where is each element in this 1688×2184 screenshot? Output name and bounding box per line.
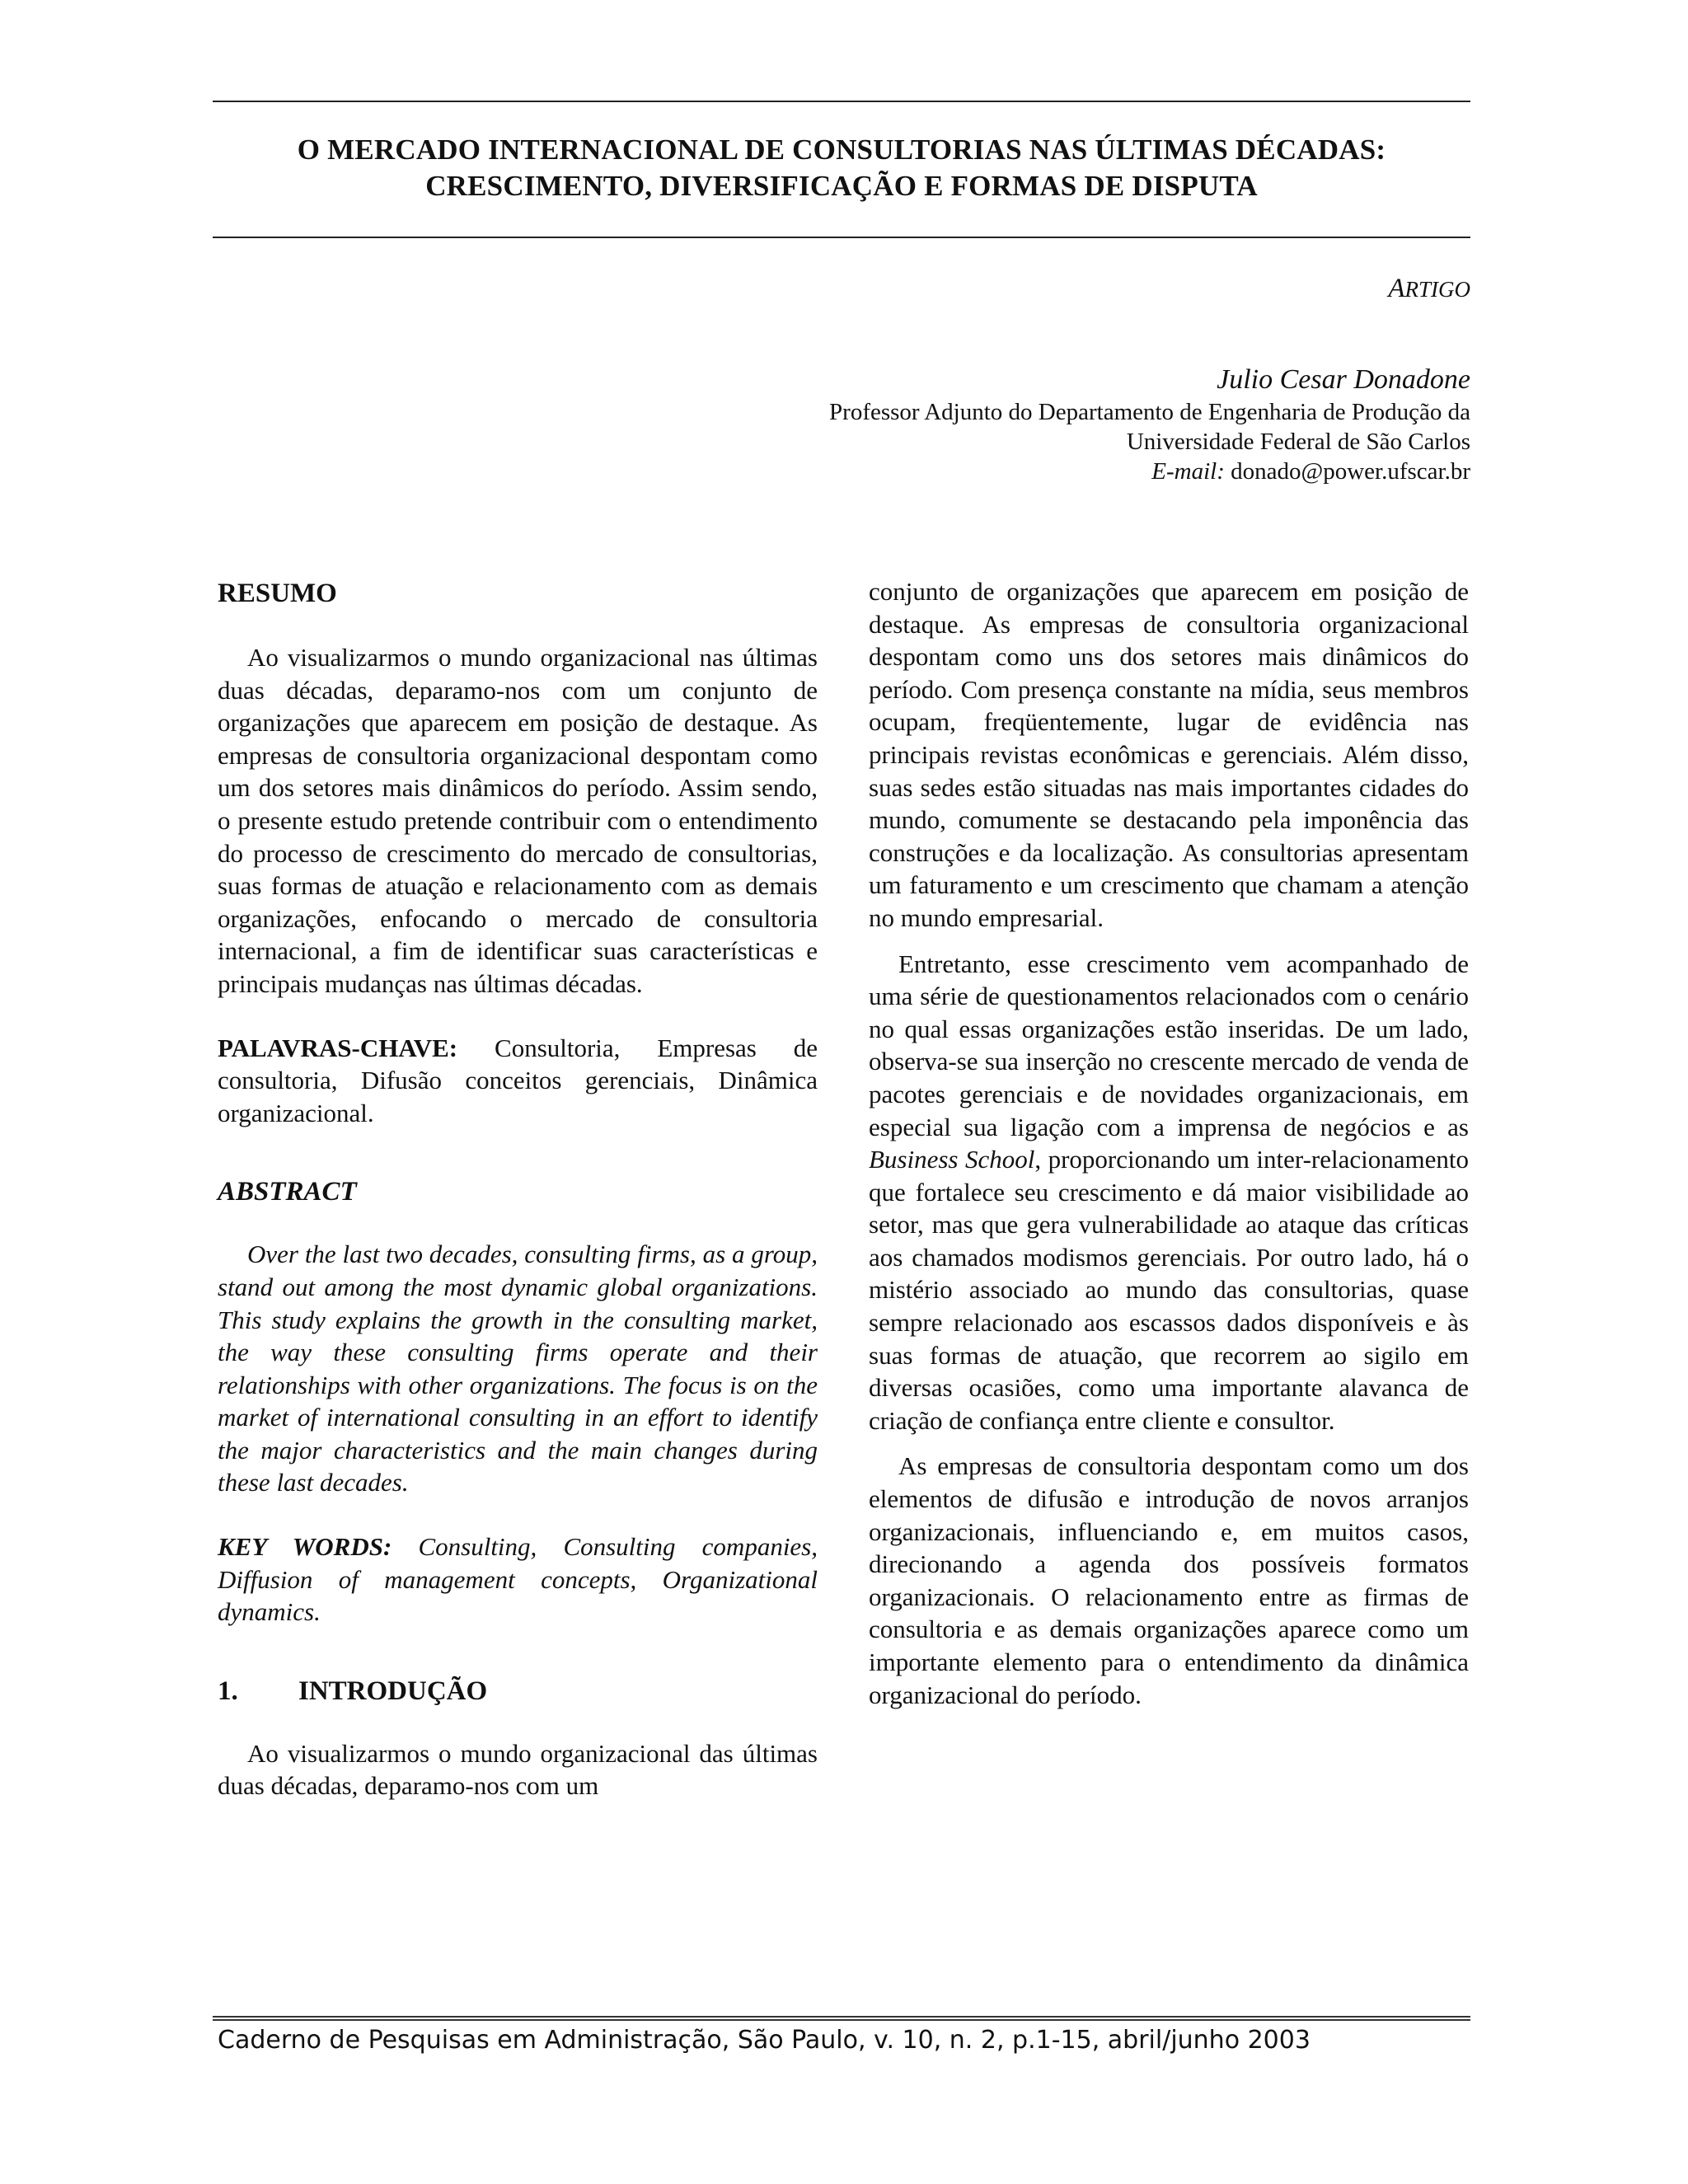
resumo-heading: RESUMO [218,579,337,608]
keywords-label: PALAVRAS-CHAVE: [218,1033,458,1062]
author-block [829,363,1470,486]
para2-text-a: Entretanto, esse crescimento vem acompanhado de uma série de questionamentos relacionados com o cenário no qual essas organizações estão inseridas. De um lado, observa-se sua inserção no crescente mercado de venda de pacotes gerenciais e de novidades organizacionais, em especial sua ligação com a imprensa de negócios e as [869,949,1469,1141]
left-column [218,577,818,1802]
section-title: INTRODUÇÃO [298,1675,488,1706]
article-title [213,132,1470,204]
article-type-rest: RTIGO [1404,277,1470,302]
right-paragraph-2 [869,948,1469,1437]
abstract-text: Over the last two decades, consulting firms, as a group, stand out among the most dynamic global organizations. This study explains the growth in the consulting market, the way these consulting firms operate and their relationships with other organizations. The focus is on the market of international consulting in an effort to identify the major characteristics and the main changes during these last decades. [218,1240,818,1497]
article-type [1388,274,1470,304]
intro-text: Ao visualizarmos o mundo organizacional das últimas duas décadas, deparamo-nos com um [218,1738,818,1801]
author-affiliation-2: Universidade Federal de São Carlos [1126,429,1470,455]
right-column [869,575,1469,1711]
article-type-initial: A [1388,274,1405,303]
title-rule [213,237,1470,238]
footer-citation: Caderno de Pesquisas em Administração, São Paulo, v. 10, n. 2, p.1-15, abril/junho 2003 [218,2026,1311,2055]
right-paragraph-3: As empresas de consultoria despontam como um dos elementos de difusão e introdução de novos arranjos organizacionais, influenciando e, em muitos casos, direcionando a agenda dos possíveis formatos organizacionais. O relacionamento entre as firmas de consultoria e as demais organizações aparece como um importante elemento para o entendimento da dinâmica organizacional do período. [869,1451,1469,1709]
key-words-text: Consulting, Consulting companies, Diffusion of management concepts, Organizational dynamics. [218,1532,818,1627]
title-line-1: O MERCADO INTERNACIONAL DE CONSULTORIAS NAS ÚLTIMAS DÉCADAS: [297,134,1386,166]
abstract-heading: ABSTRACT [218,1177,357,1207]
footer-rule [213,2016,1470,2021]
key-words-label: KEY WORDS: [218,1532,392,1562]
author-name: Julio Cesar Donadone [1217,364,1470,395]
email-label: E-mail: [1151,458,1225,485]
author-affiliation-1: Professor Adjunto do Departamento de Engenharia de Produção da [829,399,1470,425]
section-number: 1. [218,1675,238,1706]
keywords-paragraph [218,1032,818,1130]
author-email-line [829,457,1470,486]
key-words-paragraph [218,1530,818,1629]
author-email: donado@power.ufscar.br [1231,458,1470,485]
para2-text-b: , proporcionando um inter-relacionamento que fortalece seu crescimento e dá maior visibilidade ao setor, mas que gera vulnerabilidade ao ataque das críticas aos chamados modismos gerenciais. Por outro lado, há o mistério associado ao mundo das consultorias, quase sempre relacionado aos escassos dados disponíveis e às suas formas de atuação, que recorrem ao sigilo em diversas ocasiões, como uma importante alavanca de criação de confiança entre cliente e consultor. [869,1145,1469,1435]
section-heading [218,1675,818,1708]
resumo-text: Ao visualizarmos o mundo organizacional nas últimas duas décadas, deparamo-nos com um conjunto de organizações que aparecem em posição de destaque. As empresas de consultoria organizacional despontam como um dos setores mais dinâmicos do período. Assim sendo, o presente estudo pretende contribuir com o entendimento do processo de crescimento do mercado de consultorias, suas formas de atuação e relacionamento com as demais organizações, enfocando o mercado de consultoria internacional, a fim de identificar suas características e principais mudanças nas últimas décadas. [218,643,818,998]
top-rule [213,101,1470,102]
right-paragraph-1: conjunto de organizações que aparecem em posição de destaque. As empresas de consultoria organizacional despontam como uns dos setores mais dinâmicos do período. Com presença constante na mídia, seus membros ocupam, freqüentemente, lugar de evidência nas principais revistas econômicas e gerenciais. Além disso, suas sedes estão situadas nas mais importantes cidades do mundo, comumente se destacando pela imponência das construções e da localização. As consultorias apresentam um faturamento e um crescimento que chamam a atenção no mundo empresarial. [869,577,1469,932]
para2-italic: Business School [869,1145,1035,1174]
keywords-text: Consultoria, Empresas de consultoria, Difusão conceitos gerenciais, Dinâmica organizacional. [218,1033,818,1127]
title-line-2: CRESCIMENTO, DIVERSIFICAÇÃO E FORMAS DE DISPUTA [425,170,1258,202]
